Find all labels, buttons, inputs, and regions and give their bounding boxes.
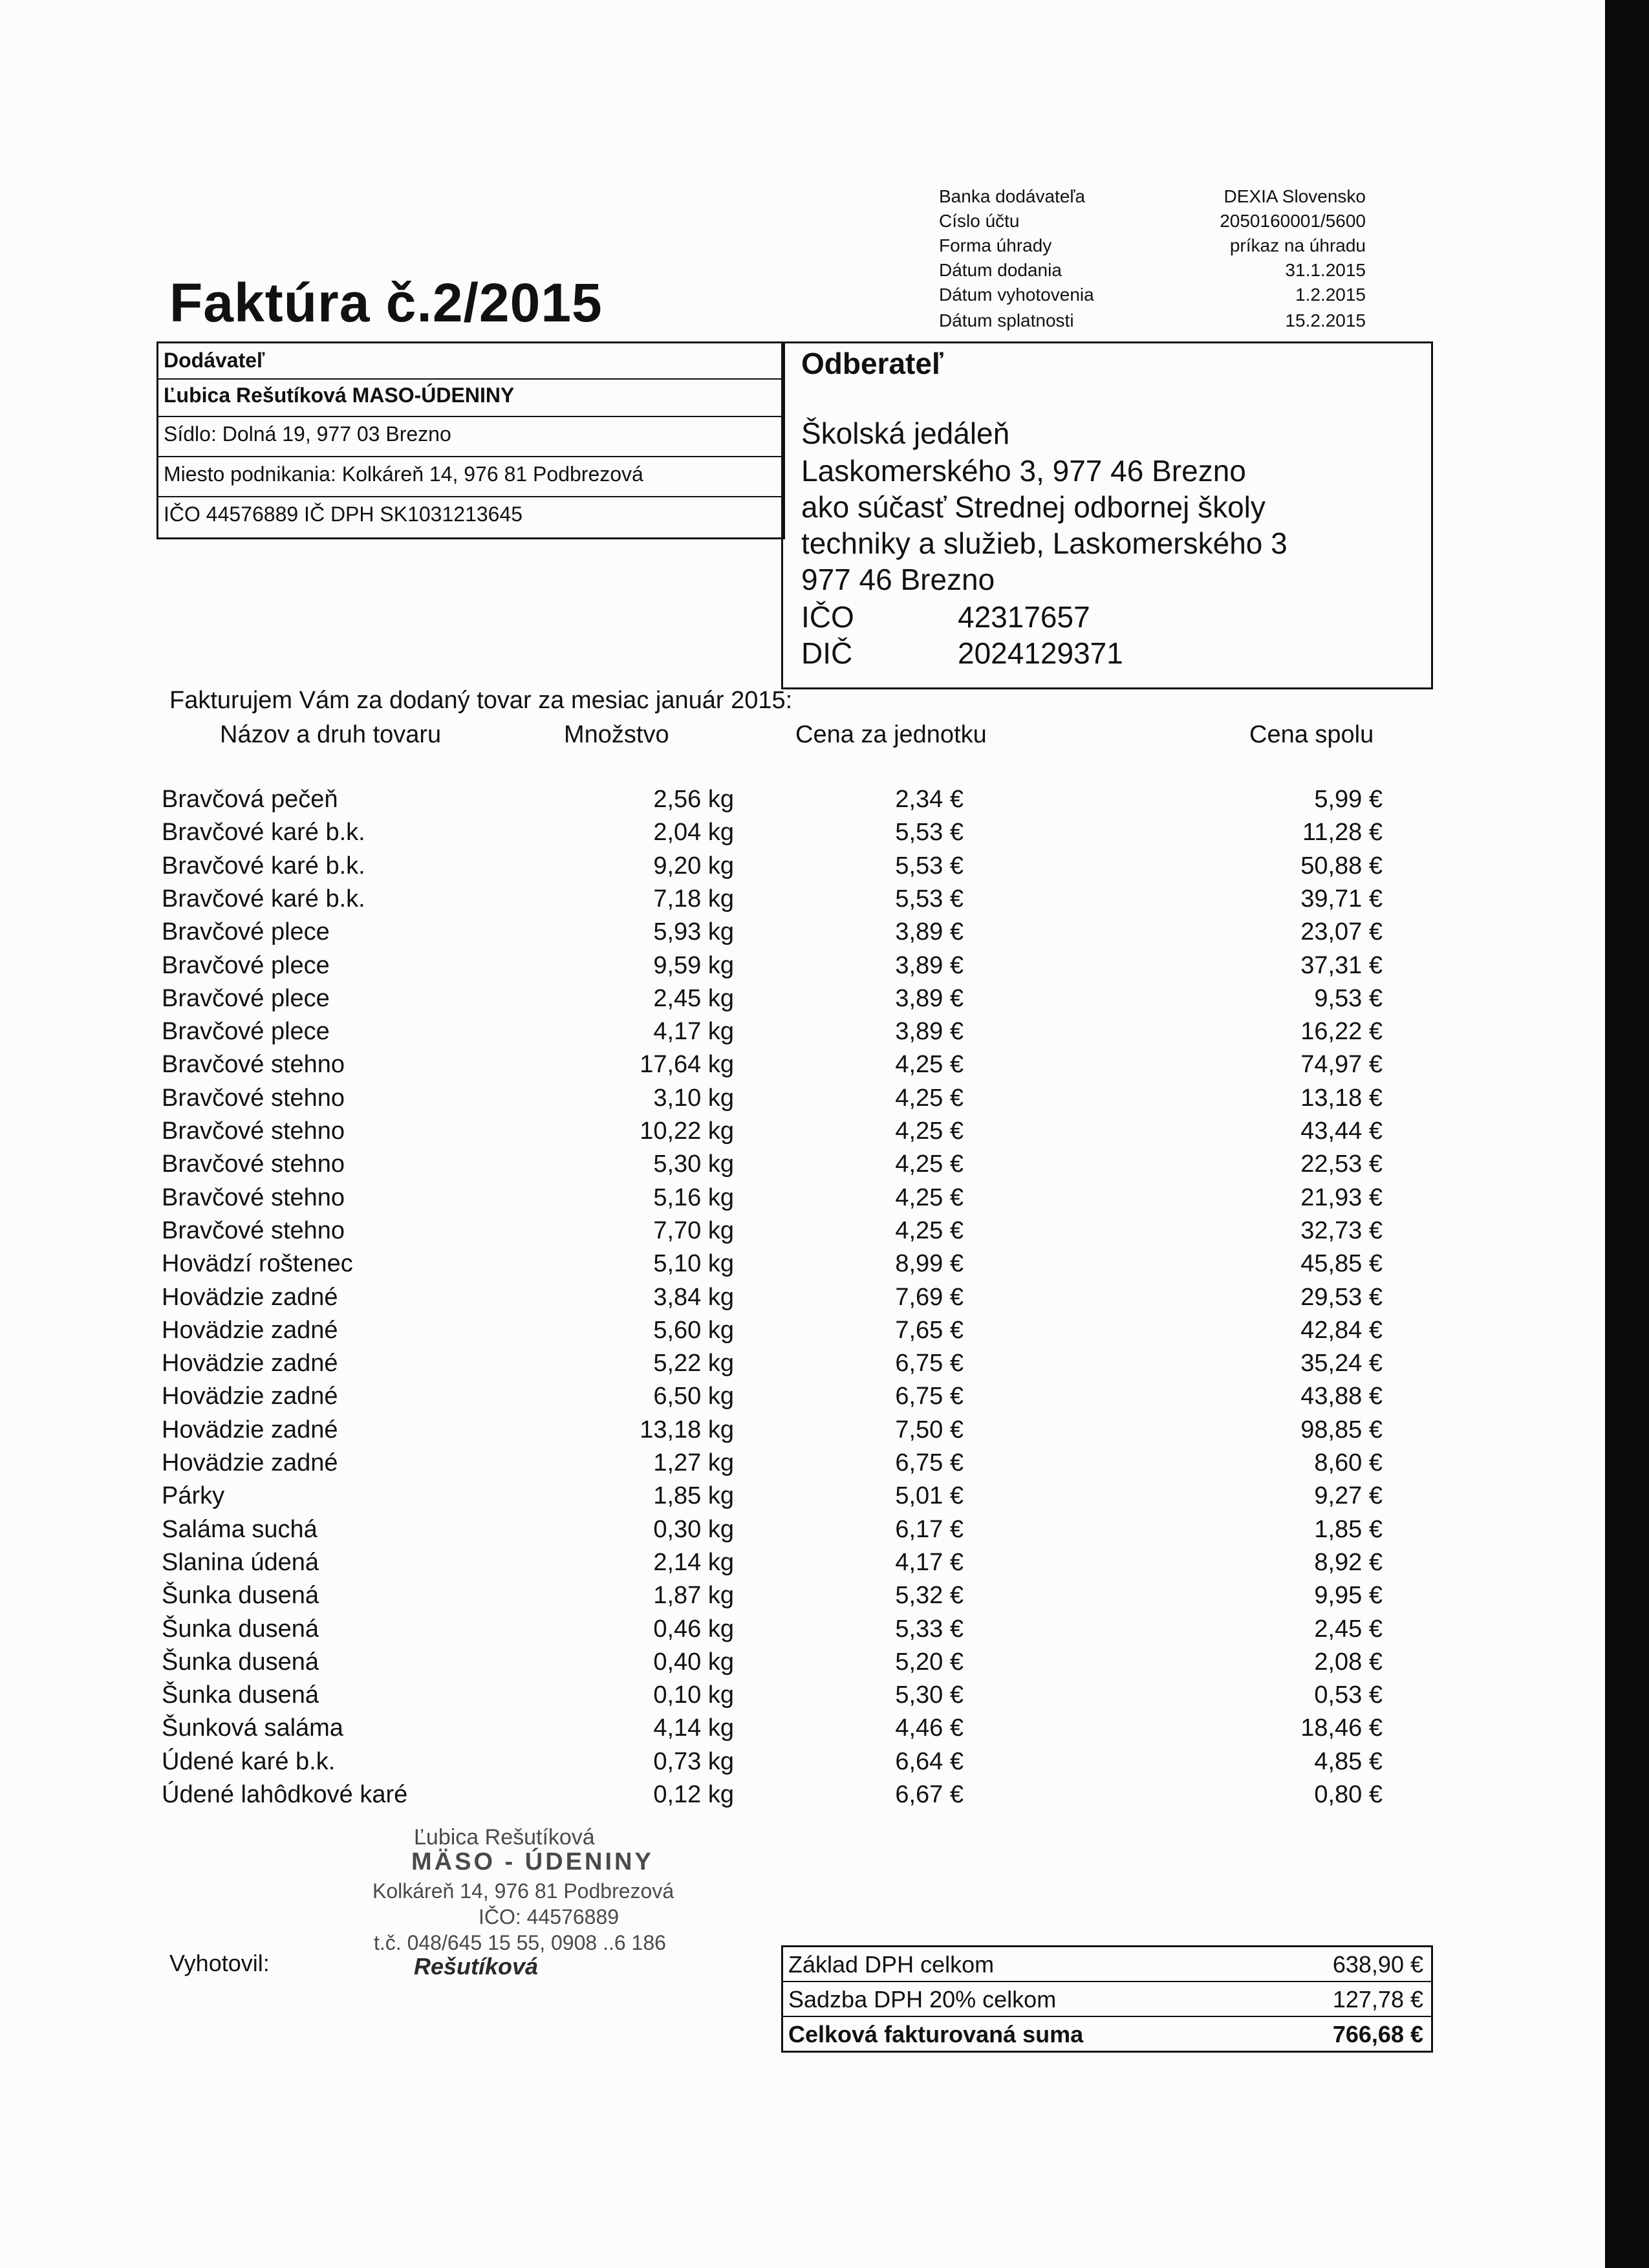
item-name: Šunka dusená — [162, 1615, 319, 1643]
item-total: 8,60 € — [1314, 1449, 1383, 1476]
item-total: 29,53 € — [1300, 1284, 1383, 1311]
bank-label: Banka dodávateľa — [939, 186, 1086, 206]
item-unit-price: 5,30 € — [895, 1681, 964, 1709]
table-row — [0, 786, 1423, 819]
header-name: Názov a druh tovaru — [220, 721, 442, 748]
item-quantity: 2,04 kg — [653, 819, 734, 846]
table-row — [0, 985, 1423, 1018]
item-quantity: 5,60 kg — [653, 1317, 734, 1344]
item-unit-price: 7,50 € — [895, 1416, 964, 1443]
vat-amount-value: 127,78 € — [1332, 1986, 1423, 2013]
item-name: Bravčové stehno — [162, 1118, 345, 1145]
item-name: Šunková saláma — [162, 1714, 343, 1742]
item-total: 74,97 € — [1300, 1051, 1383, 1078]
item-quantity: 0,73 kg — [653, 1748, 734, 1775]
item-unit-price: 6,67 € — [895, 1781, 964, 1808]
scan-edge-bar — [1605, 0, 1649, 2268]
delivery-date-row — [939, 260, 1366, 287]
table-row — [0, 1482, 1423, 1515]
item-total: 9,95 € — [1314, 1582, 1383, 1609]
item-name: Bravčové stehno — [162, 1150, 345, 1178]
invoice-title: Faktúra č.2/2015 — [169, 272, 603, 333]
item-total: 43,88 € — [1300, 1383, 1383, 1410]
item-name: Bravčové stehno — [162, 1217, 345, 1244]
item-quantity: 0,40 kg — [653, 1648, 734, 1676]
item-unit-price: 5,53 € — [895, 819, 964, 846]
item-unit-price: 5,20 € — [895, 1648, 964, 1676]
item-total: 21,93 € — [1300, 1184, 1383, 1211]
buyer-line: ako súčasť Strednej odbornej školy — [801, 490, 1266, 524]
account-label: Císlo účtu — [939, 211, 1020, 231]
item-total: 1,85 € — [1314, 1516, 1383, 1543]
table-row — [0, 852, 1423, 885]
item-quantity: 7,18 kg — [653, 885, 734, 913]
item-unit-price: 7,69 € — [895, 1284, 964, 1311]
item-quantity: 10,22 kg — [640, 1118, 734, 1145]
table-row — [0, 1549, 1423, 1582]
item-name: Šunka dusená — [162, 1582, 319, 1609]
table-row — [0, 952, 1423, 985]
bank-row — [939, 186, 1366, 213]
table-row — [0, 885, 1423, 918]
divider — [158, 456, 783, 457]
item-quantity: 1,27 kg — [653, 1449, 734, 1476]
table-row — [0, 1748, 1423, 1781]
item-quantity: 0,10 kg — [653, 1681, 734, 1709]
item-total: 8,92 € — [1314, 1549, 1383, 1576]
table-row — [0, 1781, 1423, 1814]
item-name: Bravčové plece — [162, 952, 330, 979]
item-unit-price: 3,89 € — [895, 918, 964, 945]
table-row — [0, 1317, 1423, 1350]
item-quantity: 5,22 kg — [653, 1350, 734, 1377]
stamp-line: MÄSO - ÚDENINY — [411, 1848, 654, 1875]
item-name: Hovädzie zadné — [162, 1350, 338, 1377]
item-quantity: 0,12 kg — [653, 1781, 734, 1808]
item-quantity: 0,46 kg — [653, 1615, 734, 1643]
issue-date-label: Dátum vyhotovenia — [939, 285, 1094, 305]
table-row — [0, 1383, 1423, 1416]
stamp-line: Ľubica Rešutíková — [414, 1825, 595, 1850]
item-name: Bravčové stehno — [162, 1085, 345, 1112]
buyer-heading: Odberateľ — [801, 347, 943, 380]
item-unit-price: 4,25 € — [895, 1217, 964, 1244]
item-name: Šunka dusená — [162, 1681, 319, 1709]
supplier-ids: IČO 44576889 IČ DPH SK1031213645 — [164, 502, 523, 526]
account-value: 2050160001/5600 — [1220, 211, 1366, 231]
item-unit-price: 6,17 € — [895, 1516, 964, 1543]
supplier-seat: Sídlo: Dolná 19, 977 03 Brezno — [164, 422, 451, 446]
stamp-line: IČO: 44576889 — [479, 1905, 620, 1928]
table-row — [0, 918, 1423, 951]
due-date-label: Dátum splatnosti — [939, 310, 1074, 330]
item-total: 13,18 € — [1300, 1085, 1383, 1112]
header-qty: Množstvo — [564, 721, 669, 748]
item-name: Hovädzie zadné — [162, 1317, 338, 1344]
item-total: 42,84 € — [1300, 1317, 1383, 1344]
item-quantity: 3,84 kg — [653, 1284, 734, 1311]
item-total: 9,53 € — [1314, 985, 1383, 1012]
item-total: 37,31 € — [1300, 952, 1383, 979]
item-name: Bravčové plece — [162, 985, 330, 1012]
item-unit-price: 3,89 € — [895, 985, 964, 1012]
supplier-heading: Dodávateľ — [164, 349, 265, 372]
item-unit-price: 4,25 € — [895, 1150, 964, 1178]
table-row — [0, 1217, 1423, 1250]
item-total: 2,45 € — [1314, 1615, 1383, 1643]
item-total: 9,27 € — [1314, 1482, 1383, 1509]
item-name: Hovädzie zadné — [162, 1284, 338, 1311]
item-total: 18,46 € — [1300, 1714, 1383, 1742]
item-unit-price: 2,34 € — [895, 786, 964, 813]
item-total: 11,28 € — [1302, 819, 1383, 846]
table-row — [0, 1449, 1423, 1482]
table-row — [0, 819, 1423, 852]
item-quantity: 1,87 kg — [653, 1582, 734, 1609]
table-row — [0, 1648, 1423, 1681]
table-row — [0, 1516, 1423, 1549]
supplier-name: Ľubica Rešutíková MASO-ÚDENINY — [164, 383, 515, 407]
vat-base-value: 638,90 € — [1332, 1951, 1423, 1978]
item-total: 39,71 € — [1300, 885, 1383, 913]
table-row — [0, 1714, 1423, 1747]
item-unit-price: 4,46 € — [895, 1714, 964, 1742]
buyer-ico-label: IČO — [801, 600, 854, 634]
buyer-line: 977 46 Brezno — [801, 563, 995, 596]
grand-total-label: Celková fakturovaná suma — [788, 2021, 1084, 2047]
buyer-line: Školská jedáleň — [801, 416, 1010, 450]
item-total: 2,08 € — [1314, 1648, 1383, 1676]
grand-total-value: 766,68 € — [1332, 2021, 1423, 2047]
item-quantity: 2,14 kg — [653, 1549, 734, 1576]
table-row — [0, 1284, 1423, 1317]
table-row — [0, 1250, 1423, 1283]
supplier-place: Miesto podnikania: Kolkáreň 14, 976 81 Podbrezová — [164, 462, 643, 486]
item-name: Hovädzie zadné — [162, 1383, 338, 1410]
payment-form-row — [939, 235, 1366, 263]
issue-date-row — [939, 285, 1366, 312]
item-unit-price: 4,25 € — [895, 1085, 964, 1112]
item-total: 45,85 € — [1300, 1250, 1383, 1277]
buyer-dic-label: DIČ — [801, 636, 853, 670]
item-total: 32,73 € — [1300, 1217, 1383, 1244]
item-name: Bravčové plece — [162, 1018, 330, 1045]
totals-row — [783, 1947, 1431, 1980]
item-name: Bravčové karé b.k. — [162, 852, 365, 880]
table-row — [0, 1184, 1423, 1217]
item-quantity: 5,93 kg — [653, 918, 734, 945]
item-name: Slanina údená — [162, 1549, 319, 1576]
item-name: Bravčová pečeň — [162, 786, 338, 813]
invoice-intro: Fakturujem Vám za dodaný tovar za mesiac január 2015: — [169, 687, 793, 714]
item-total: 43,44 € — [1300, 1118, 1383, 1145]
delivery-date-label: Dátum dodania — [939, 260, 1062, 280]
item-total: 0,53 € — [1314, 1681, 1383, 1709]
issue-date-value: 1.2.2015 — [1295, 285, 1366, 305]
supplier-box — [156, 341, 785, 539]
issued-by-label: Vyhotovil: — [169, 1950, 270, 1976]
item-unit-price: 6,64 € — [895, 1748, 964, 1775]
totals-box — [781, 1945, 1433, 2053]
bank-value: DEXIA Slovensko — [1223, 186, 1366, 206]
stamp-line: t.č. 048/645 15 55, 0908 ..6 186 — [374, 1931, 666, 1954]
item-total: 0,80 € — [1314, 1781, 1383, 1808]
buyer-line: techniky a služieb, Laskomerského 3 — [801, 526, 1288, 560]
buyer-line: Laskomerského 3, 977 46 Brezno — [801, 454, 1246, 488]
table-row — [0, 1582, 1423, 1615]
item-quantity: 6,50 kg — [653, 1383, 734, 1410]
totals-row — [783, 2017, 1431, 2049]
item-name: Hovädzie zadné — [162, 1449, 338, 1476]
item-quantity: 1,85 kg — [653, 1482, 734, 1509]
item-total: 4,85 € — [1314, 1748, 1383, 1775]
item-total: 23,07 € — [1300, 918, 1383, 945]
item-unit-price: 5,01 € — [895, 1482, 964, 1509]
item-name: Saláma suchá — [162, 1516, 318, 1543]
item-unit-price: 4,17 € — [895, 1549, 964, 1576]
item-quantity: 3,10 kg — [653, 1085, 734, 1112]
payment-form-value: príkaz na úhradu — [1229, 235, 1366, 255]
item-unit-price: 4,25 € — [895, 1051, 964, 1078]
item-name: Údené lahôdkové karé — [162, 1781, 408, 1808]
item-unit-price: 5,33 € — [895, 1615, 964, 1643]
item-unit-price: 6,75 € — [895, 1449, 964, 1476]
item-unit-price: 5,32 € — [895, 1582, 964, 1609]
item-name: Bravčové karé b.k. — [162, 885, 365, 913]
due-date-value: 15.2.2015 — [1285, 310, 1366, 330]
item-quantity: 5,10 kg — [653, 1250, 734, 1277]
item-name: Hovädzie zadné — [162, 1416, 338, 1443]
delivery-date-value: 31.1.2015 — [1285, 260, 1366, 280]
item-quantity: 2,45 kg — [653, 985, 734, 1012]
table-row — [0, 1018, 1423, 1051]
item-quantity: 9,20 kg — [653, 852, 734, 880]
buyer-box — [781, 341, 1433, 689]
item-name: Hovädzí roštenec — [162, 1250, 353, 1277]
header-total: Cena spolu — [1249, 721, 1374, 748]
item-quantity: 4,14 kg — [653, 1714, 734, 1742]
signature: Rešutíková — [414, 1953, 539, 1980]
item-total: 5,99 € — [1314, 786, 1383, 813]
vat-amount-label: Sadzba DPH 20% celkom — [788, 1986, 1057, 2013]
item-unit-price: 3,89 € — [895, 1018, 964, 1045]
table-row — [0, 1085, 1423, 1118]
table-row — [0, 1150, 1423, 1183]
item-name: Párky — [162, 1482, 225, 1509]
item-quantity: 5,30 kg — [653, 1150, 734, 1178]
table-row — [0, 1416, 1423, 1449]
table-row — [0, 1681, 1423, 1714]
divider — [158, 416, 783, 417]
item-quantity: 17,64 kg — [640, 1051, 734, 1078]
item-total: 16,22 € — [1300, 1018, 1383, 1045]
buyer-ico: 42317657 — [958, 600, 1090, 634]
due-date-row — [939, 310, 1366, 338]
divider — [158, 496, 783, 497]
item-unit-price: 6,75 € — [895, 1383, 964, 1410]
table-row — [0, 1118, 1423, 1150]
item-name: Bravčové karé b.k. — [162, 819, 365, 846]
item-unit-price: 4,25 € — [895, 1118, 964, 1145]
payment-form-label: Forma úhrady — [939, 235, 1052, 255]
item-total: 22,53 € — [1300, 1150, 1383, 1178]
item-quantity: 2,56 kg — [653, 786, 734, 813]
account-row — [939, 211, 1366, 238]
item-quantity: 7,70 kg — [653, 1217, 734, 1244]
stamp-line: Kolkáreň 14, 976 81 Podbrezová — [372, 1879, 674, 1903]
item-quantity: 0,30 kg — [653, 1516, 734, 1543]
table-row — [0, 1350, 1423, 1383]
item-unit-price: 5,53 € — [895, 852, 964, 880]
item-quantity: 13,18 kg — [640, 1416, 734, 1443]
item-name: Bravčové stehno — [162, 1184, 345, 1211]
header-unit: Cena za jednotku — [795, 721, 987, 748]
item-name: Bravčové plece — [162, 918, 330, 945]
item-name: Bravčové stehno — [162, 1051, 345, 1078]
item-unit-price: 3,89 € — [895, 952, 964, 979]
item-unit-price: 8,99 € — [895, 1250, 964, 1277]
totals-row — [783, 1982, 1431, 2014]
item-quantity: 5,16 kg — [653, 1184, 734, 1211]
item-total: 35,24 € — [1300, 1350, 1383, 1377]
item-total: 98,85 € — [1300, 1416, 1383, 1443]
buyer-dic: 2024129371 — [958, 636, 1123, 670]
item-unit-price: 5,53 € — [895, 885, 964, 913]
table-row — [0, 1051, 1423, 1084]
item-name: Šunka dusená — [162, 1648, 319, 1676]
table-row — [0, 1615, 1423, 1648]
item-total: 50,88 € — [1300, 852, 1383, 880]
vat-base-label: Základ DPH celkom — [788, 1951, 995, 1978]
item-unit-price: 7,65 € — [895, 1317, 964, 1344]
item-name: Údené karé b.k. — [162, 1748, 336, 1775]
item-unit-price: 6,75 € — [895, 1350, 964, 1377]
item-quantity: 9,59 kg — [653, 952, 734, 979]
divider — [158, 378, 783, 380]
item-quantity: 4,17 kg — [653, 1018, 734, 1045]
item-unit-price: 4,25 € — [895, 1184, 964, 1211]
